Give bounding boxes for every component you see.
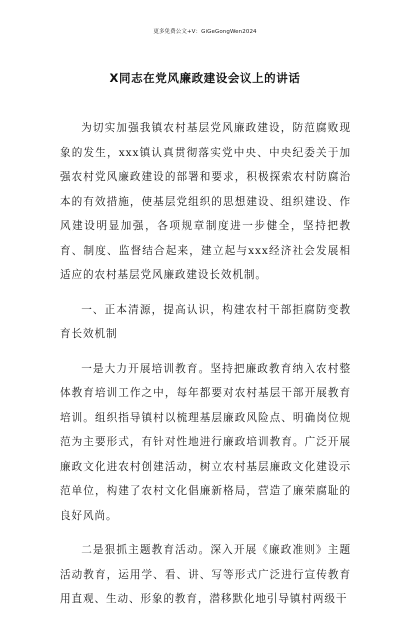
document-body (60, 116, 351, 622)
paragraph-theme-education: 二是狠抓主题教育活动。深入开展《廉政准则》主题活动教育，运用学、看、讲、写等形式广泛进行宣传教育用直观、生动、形象的教育，潜移默化地引导镇村两级干 (60, 544, 351, 605)
header-note: 更多免费公文+V：GiGeGongWen2024 (153, 29, 257, 35)
document-title: X同志在党风廉政建设会议上的讲话 (109, 71, 301, 85)
paragraph-training: 一是大力开展培训教育。坚持把廉政教育纳入农村整体教育培训工作之中，每年都要对农村基层干部开展教育培训。组织指导镇村以梳理基层廉政风险点、明确岗位规范为主要形式，有针对性地进行廉政培训教育。广泛开展廉政文化进农村创建活动，树立农村基层廉政文化建设示范单位，构建了农村文化倡廉新格局，营造了廉荣腐耻的良好风尚。 (60, 362, 351, 522)
paragraph-intro: 为切实加强我镇农村基层党风廉政建设，防范腐败现象的发生，xxx镇认真贯彻落实党中央、中央纪委关于加强农村党风廉政建设的部署和要求，积极探索农村防腐治本的有效措施，使基层党组织的思想建设、组织建设、作风建设明显加强，各项规章制度进一步健全，坚持把教育、制度、监督结合起来，建立起与xxx经济社会发展相适应的农村基层党风廉政建设长效机制。 (60, 122, 351, 281)
section-heading-1: 一、正本清源，提高认识，构建农村干部拒腐防变教育长效机制 (60, 303, 351, 340)
